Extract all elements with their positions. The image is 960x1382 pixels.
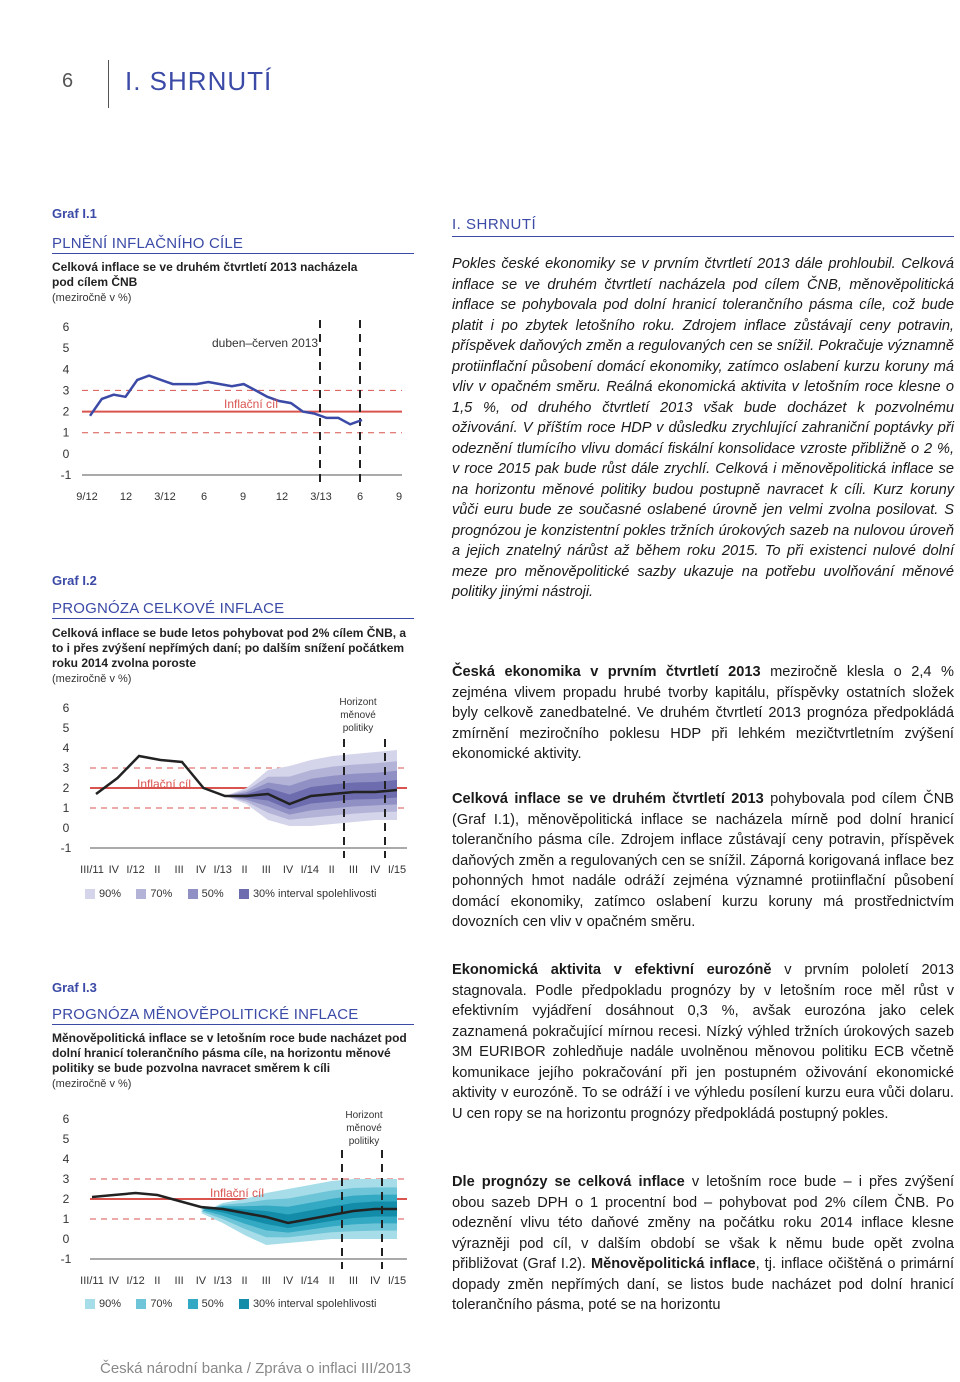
x-tick-label: 12 [119,491,133,503]
graf2-legend [85,888,376,900]
x-tick-label: I/12 [126,1275,145,1287]
graf2-chart [52,693,422,883]
graf2-target-label: Inflační cíl [137,777,192,791]
section-rule [452,236,954,237]
x-tick-label: 6 [356,491,364,503]
graf1-label: Graf I.1 [52,206,97,221]
legend3-swatch-70 [136,1299,146,1309]
graf3-chart [52,1104,422,1294]
graf1-target-label: Inflační cíl [224,397,279,411]
x-tick-label: I/14 [300,864,320,876]
x-tick-label: I/12 [126,864,145,876]
x-tick-label: I/13 [213,864,232,876]
y-tick-label: 2 [62,404,70,419]
graf1-title: PLNĚNÍ INFLAČNÍHO CÍLE [52,235,244,252]
graf2-horizon-2: měnové [340,710,376,721]
legend-70: 70% [150,888,173,900]
graf2-title: PROGNÓZA CELKOVÉ INFLACE [52,600,285,617]
legend3-swatch-90 [85,1299,95,1309]
x-tick-label: III [348,1275,359,1287]
graf3-target-label: Inflační cíl [210,1186,265,1200]
graf1-chart [52,315,422,510]
graf3-legend [85,1298,376,1310]
graf2-unit: (meziročně v %) [52,673,132,685]
y-tick-label: 4 [62,1152,70,1166]
y-tick-label: 1 [62,801,70,815]
y-tick-label: 5 [62,1132,70,1146]
paragraph-inflation-lead: Celková inflace se ve druhém čtvrtletí 2013 [452,791,764,807]
x-tick-label: IV [108,1275,119,1287]
section-heading: I. SHRNUTÍ [452,216,537,233]
y-tick-label: -1 [60,1252,72,1266]
paragraph-forecast [452,1172,954,1316]
x-tick-label: I/13 [213,1275,232,1287]
graf1-subtitle: Celková inflace se ve druhém čtvrtletí 2013 nacházela pod cílem ČNB [52,260,358,289]
y-tick-label: 6 [62,701,70,715]
legend3-30: 30% interval spolehlivosti [252,1298,377,1310]
x-tick-label: 9 [395,491,403,503]
y-tick-label: 0 [62,821,70,835]
graf2-subtitle: Celková inflace se bude letos pohybovat pod 2% cílem ČNB, a to i přes zvýšení nepřímých daní; po dalším snížení počátkem roku 2014 zvolna poroste [52,626,407,670]
graf1-rule [52,253,414,254]
x-tick-label: I/15 [387,1275,407,1287]
legend-swatch-30 [239,889,249,899]
paragraph-forecast-lead2: Měnověpolitická inflace [590,1256,756,1272]
paragraph-forecast-text: v letošním roce bude – i přes zvýšení obou sazeb DPH o 1 procentní bod – pohybovat pod 2% cílem ČNB. Po odeznění vlivu této daňové změny na počátku roku 2014 inflace klesne výrazněji pod cíl, v dalším období se však k němu bude opět zvolna přibližovat (Graf I.2). [452,1174,954,1272]
legend-30: 30% interval spolehlivosti [252,888,377,900]
y-tick-label: 3 [62,383,70,398]
y-tick-label: 1 [62,425,70,440]
graf3-label: Graf I.3 [52,980,97,995]
graf1-annotation: duben–červen 2013 [212,336,319,350]
x-tick-label: 3/12 [154,491,176,503]
x-tick-label: IV [195,864,207,876]
paragraph-eurozone-lead: Ekonomická aktivita v efektivní eurozóně [452,962,772,978]
graf1-unit: (meziročně v %) [52,292,132,304]
y-tick-label: 6 [62,320,70,334]
y-tick-label: 5 [62,721,70,735]
graf3-subtitle: Měnověpolitická inflace se v letošním roce bude nacházet pod dolní hranicí tolerančního pásma cíle, na horizontu měnové politiky se bude pozvolna navracet směrem k cíli [52,1031,407,1075]
x-tick-label: 6 [200,491,208,503]
x-tick-label: IV [282,1275,294,1287]
paragraph-forecast-text2: , tj. inflace očištěná o primární dopady změn nepřímých daní, se listos bude nacházet pod dolní hranicí tolerančního pásma, poté se na horizontu [452,1256,955,1313]
legend3-swatch-30 [239,1299,249,1309]
legend-50: 50% [201,888,224,900]
paragraph-eurozone [452,960,954,1124]
x-tick-label: IV [108,864,119,876]
x-tick-label: I/14 [300,1275,320,1287]
y-tick-label: 0 [62,446,70,461]
paragraph-economy-text: meziročně klesla o 2,4 % zejména vlivem propadu hrubé tvorby kapitálu, příspěvky ostatních složek byly celkově zanedbatelné. Ve druhém čtvrtletí 2013 prognóza předpokládá zmírnění meziročního poklesu HDP při lehkém mezičtvrtletním zvýšení ekonomické aktivity. [452,664,954,762]
x-tick-label: III [261,1275,271,1287]
y-tick-label: 2 [62,1192,70,1206]
y-tick-label: 0 [62,1232,70,1246]
y-tick-label: 4 [62,741,70,755]
paragraph-inflation [452,789,954,933]
graf3-horizon-3: politiky [348,1136,380,1147]
x-tick-label: III/11 [80,864,104,876]
intro-paragraph: Pokles české ekonomiky se v prvním čtvrtletí 2013 dále prohloubil. Celková inflace se ve druhém čtvrtletí nacházela pod cílem ČNB, měnověpolitická inflace se pohybovala pod dolní hranicí tolerančního pásma cíle, což bude platit i po zbytek letošního roku. Zdrojem inflace zůstávají ceny potravin, příspěvek daňových změn a regulovaných cen se snížil. Pokračuje významně protiinflační působení domácí ekonomiky, zatímco oslabení kurzu koruny má vliv v opačném směru. Reálná ekonomická aktivita v letošním roce klesne o 1,5 %, od druhého čtvrtletí 2013 však bude docházet k pozvolnému oživování. V příštím roce HDP v důsledku zrychlující zahraniční poptávky při odeznění tlumícího vlivu domácí fiskální konsolidace vzroste přibližně o 2 %, v roce 2015 pak bude růst dále zrychlí. Celková i měnověpolitická inflace se na horizontu měnové politiky budou postupně navracet k cíli. Kurz koruny vůči euru bude ze současné oslabené úrovně jen velmi zvolna posilovat. S prognózou je konzistentní pokles tržních úrokových sazeb na nulovou úroveň a jejich znatelný nárůst až během roku 2015. To při existenci nulové dolní meze pro měnověpolitické sazby ukazuje na potřebu uvolňování měnové politiky jinými nástroji. [452,256,954,600]
legend-swatch-50 [188,889,198,899]
graf3-rule [52,1024,414,1025]
x-tick-label: IV [195,1275,207,1287]
x-tick-label: III [348,864,359,876]
x-tick-label: I/15 [387,864,407,876]
graf3-horizon-2: měnové [346,1123,382,1134]
x-tick-label: II [328,1275,335,1287]
paragraph-eurozone-text: v prvním pololetí 2013 stagnovala. Podle předpokladu prognózy by v letošním roce měl růst v efektivním vyjádření dosáhnout 0,3 %, avšak eurozóna jako celek zaznamená pokračující mírnou recesi. Nízký výhled tržních úrokových sazeb 3M EURIBOR zohledňuje nadále uvolněnou měnovou politiku ECB včetně komunikace jejího pokračování při jen postupném oživování ekonomické aktivity v eurozóně. To se odráží i ve výhledu posílení kurzu eura vůči dolaru. U cen ropy se na horizontu prognózy předpokládá postupný pokles. [452,962,954,1122]
graf2-horizon-1: Horizont [339,697,377,708]
x-tick-label: III [174,864,184,876]
legend-swatch-90 [85,889,95,899]
y-tick-label: 6 [62,1112,70,1126]
legend3-swatch-50 [188,1299,198,1309]
legend-swatch-70 [136,889,146,899]
legend3-70: 70% [150,1298,173,1310]
x-tick-label: IV [370,1275,381,1287]
graf3-unit: (meziročně v %) [52,1078,132,1090]
paragraph-economy-lead: Česká ekonomika v prvním čtvrtletí 2013 [452,664,761,680]
x-tick-label: III [261,864,271,876]
graf2-horizon-3: politiky [342,723,374,734]
x-tick-label: IV [282,864,294,876]
x-tick-label: IV [370,864,381,876]
x-tick-label: 12 [275,491,289,503]
x-tick-label: 3/13 [310,491,332,503]
y-tick-label: 3 [62,761,70,775]
x-tick-label: II [154,1275,161,1287]
paragraph-forecast-lead: Dle prognózy se celková inflace [452,1174,685,1190]
y-tick-label: -1 [60,841,72,855]
footer: Česká národní banka / Zpráva o inflaci III/2013 [100,1360,412,1377]
page-number: 6 [62,70,74,92]
header-separator [108,60,109,108]
x-tick-label: II [241,1275,248,1287]
y-tick-label: 5 [62,341,70,356]
legend-90: 90% [99,888,122,900]
paragraph-inflation-text: pohybovala pod cílem ČNB (Graf I.1), měnověpolitická inflace se nacházela mírně pod dolní hranicí tolerančního pásma cíle. Zdrojem inflace zůstávají ceny potravin, příspěvek daňových změn a regulovaných cen se snížil. Záporná korigovaná inflace bez pohonných hmot nadále odráží zejména významné protiinflační působení domácí ekonomiky, zatímco oslabení kurzu koruny má prostřednictvím dovozních cen vliv v opačném směru. [452,791,954,930]
graf3-horizon-1: Horizont [345,1110,383,1121]
x-tick-label: 9 [239,491,247,503]
graf3-title: PROGNÓZA MĚNOVĚPOLITICKÉ INFLACE [52,1006,359,1023]
legend3-50: 50% [201,1298,224,1310]
y-tick-label: 1 [62,1212,70,1226]
x-tick-label: II [241,864,248,876]
graf2-rule [52,618,414,619]
y-tick-label: 2 [62,781,70,795]
x-tick-label: II [154,864,161,876]
x-tick-label: 9/12 [76,491,98,503]
graf2-label: Graf I.2 [52,573,97,588]
y-tick-label: -1 [60,468,72,482]
y-tick-label: 3 [62,1172,70,1186]
x-tick-label: II [328,864,335,876]
y-tick-label: 4 [62,362,70,377]
legend3-90: 90% [99,1298,122,1310]
paragraph-economy [452,662,954,765]
chapter-title: I. SHRNUTÍ [125,66,273,96]
x-tick-label: III/11 [80,1275,104,1287]
x-tick-label: III [174,1275,184,1287]
